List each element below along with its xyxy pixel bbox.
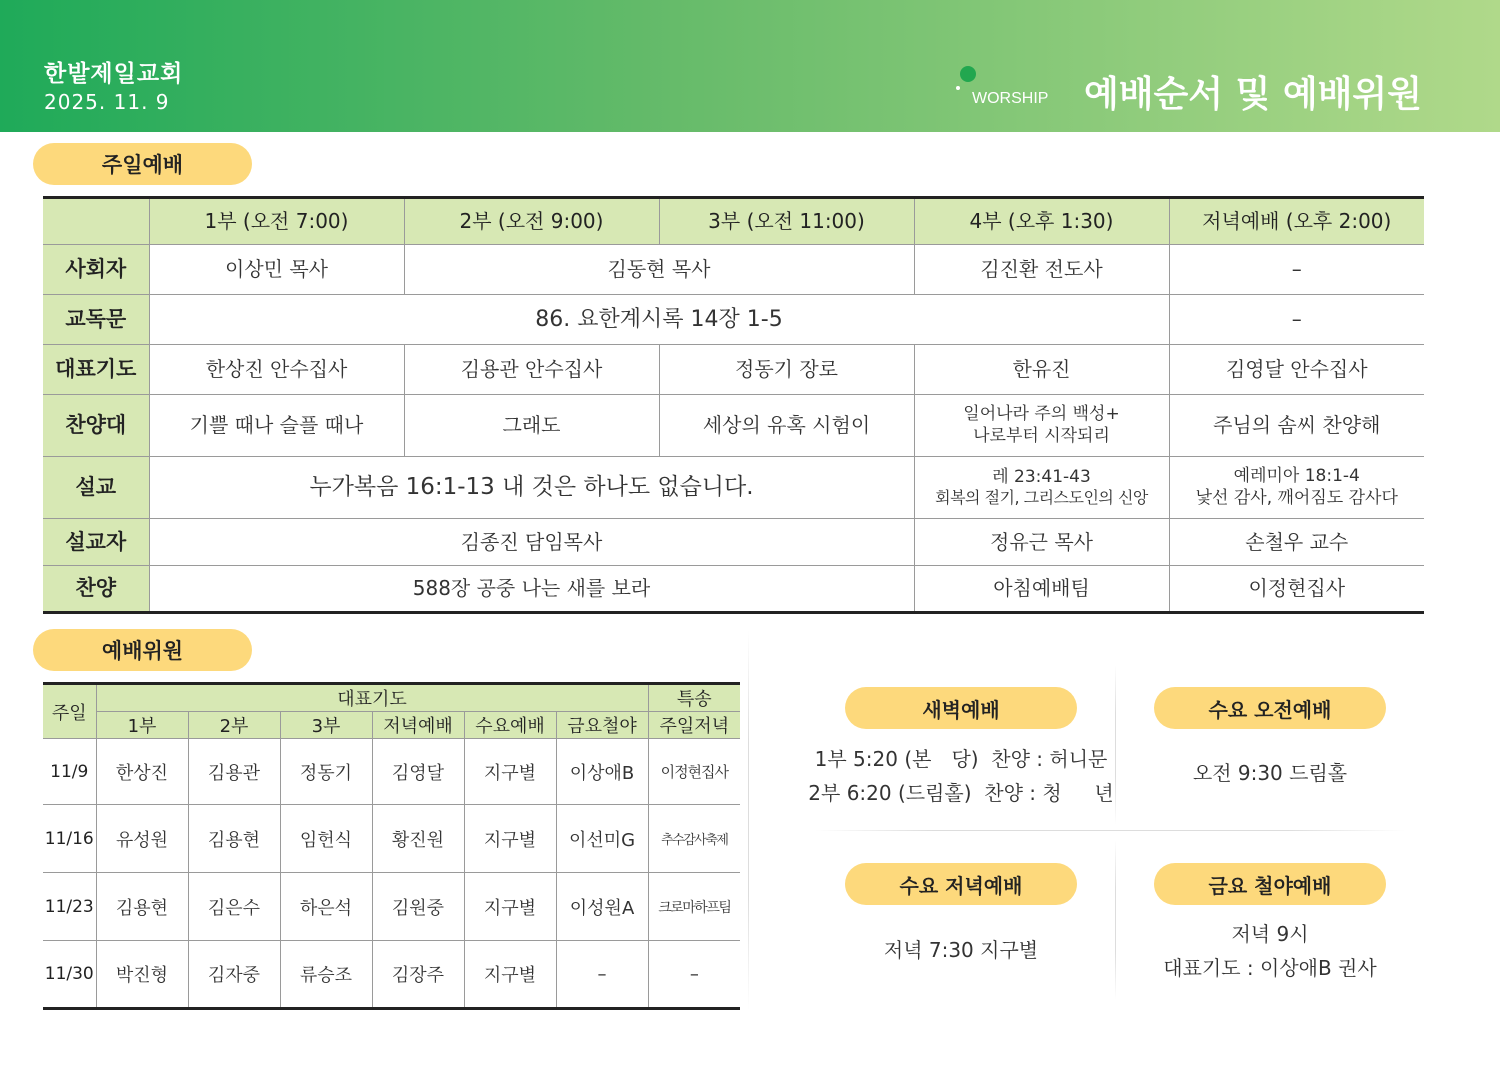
- row-header: 교독문: [43, 295, 149, 345]
- table-cell: –: [1169, 295, 1424, 345]
- section-label-sunday: 주일예배: [33, 143, 252, 185]
- column-header: 수요예배: [464, 712, 556, 739]
- table-row: [43, 395, 1424, 457]
- table-cell: [914, 395, 1169, 457]
- column-header: 4부 (오후 1:30): [914, 198, 1169, 245]
- vertical-divider: [1115, 840, 1116, 1000]
- table-cell: 김영달 안수집사: [1169, 345, 1424, 395]
- sunday-worship-table: [43, 196, 1424, 614]
- table-cell: 86. 요한계시록 14장 1-5: [149, 295, 1169, 345]
- table-header-row: [43, 712, 740, 739]
- small-dot-icon: [956, 86, 960, 90]
- table-cell: 임헌식: [280, 805, 372, 873]
- table-cell: 김은수: [188, 873, 280, 941]
- service-label-fri-night: 금요 철야예배: [1154, 863, 1386, 905]
- worship-label: WORSHIP: [972, 90, 1049, 107]
- column-header: 3부: [280, 712, 372, 739]
- date-cell: 11/16: [43, 805, 96, 873]
- row-header: 사회자: [43, 245, 149, 295]
- table-cell: 김용관: [188, 739, 280, 805]
- table-row: [43, 519, 1424, 566]
- table-row: [43, 245, 1424, 295]
- service-line: 저녁 9시: [1231, 922, 1309, 946]
- worship-staff-table: [43, 682, 740, 1010]
- row-header: 대표기도: [43, 345, 149, 395]
- row-header: 설교: [43, 457, 149, 519]
- cell-line: 회복의 절기, 그리스도인의 신앙: [935, 488, 1148, 508]
- table-cell: 정동기 장로: [659, 345, 914, 395]
- table-cell: 손철우 교수: [1169, 519, 1424, 566]
- table-row: [43, 941, 740, 1009]
- cell-line: 레 23:41-43: [992, 466, 1091, 487]
- table-cell: 김진환 전도사: [914, 245, 1169, 295]
- table-cell: –: [556, 941, 648, 1009]
- table-row: [43, 566, 1424, 613]
- table-cell: 김원중: [372, 873, 464, 941]
- service-line: 저녁 7:30 지구별: [883, 938, 1039, 962]
- column-header: 저녁예배: [372, 712, 464, 739]
- table-cell: 김장주: [372, 941, 464, 1009]
- cell-line: 일어나라 주의 백성+: [963, 404, 1120, 425]
- table-cell: 김영달: [372, 739, 464, 805]
- column-header: 1부 (오전 7:00): [149, 198, 404, 245]
- table-cell: [914, 457, 1169, 519]
- date-cell: 11/9: [43, 739, 96, 805]
- bulletin-date: 2025. 11. 9: [44, 90, 170, 114]
- table-cell: 지구별: [464, 739, 556, 805]
- table-cell: 이상애B: [556, 739, 648, 805]
- table-cell: 기쁠 때나 슬플 때나: [149, 395, 404, 457]
- cell-line: 예레미아 18:1-4: [1233, 466, 1360, 487]
- service-label-dawn: 새벽예배: [845, 687, 1077, 729]
- table-cell: 이상민 목사: [149, 245, 404, 295]
- table-cell: 김동현 목사: [404, 245, 914, 295]
- table-cell: 지구별: [464, 805, 556, 873]
- column-group-header: 특송: [648, 684, 740, 712]
- table-cell: 한상진: [96, 739, 188, 805]
- table-row: [43, 739, 740, 805]
- table-cell: 김용현: [188, 805, 280, 873]
- row-header: 찬양대: [43, 395, 149, 457]
- table-cell: 하은석: [280, 873, 372, 941]
- service-info-wed-evening: [811, 933, 1111, 967]
- date-cell: 11/23: [43, 873, 96, 941]
- dot-icon: [960, 66, 976, 82]
- table-cell: 세상의 유혹 시험이: [659, 395, 914, 457]
- service-info-wed-morning: [1120, 756, 1420, 790]
- column-header: 3부 (오전 11:00): [659, 198, 914, 245]
- column-header: 금요철야: [556, 712, 648, 739]
- row-header: 찬양: [43, 566, 149, 613]
- table-cell: 이정현집사: [648, 739, 740, 805]
- table-cell: 크로마하프팀: [648, 873, 740, 941]
- table-cell: 지구별: [464, 873, 556, 941]
- service-info-dawn: [780, 742, 1142, 810]
- table-cell: 박진형: [96, 941, 188, 1009]
- table-cell: 이정현집사: [1169, 566, 1424, 613]
- table-header-row: [43, 198, 1424, 245]
- table-cell: 주님의 솜씨 찬양해: [1169, 395, 1424, 457]
- table-cell: 추수감사축제: [648, 805, 740, 873]
- row-header: 설교자: [43, 519, 149, 566]
- table-cell: 아침예배팀: [914, 566, 1169, 613]
- service-line: 1부 5:20 (본 당) 찬양 : 허니문: [814, 747, 1108, 771]
- table-cell: 유성원: [96, 805, 188, 873]
- date-cell: 11/30: [43, 941, 96, 1009]
- column-header: 주일저녁: [648, 712, 740, 739]
- table-cell: 황진원: [372, 805, 464, 873]
- table-cell: 김자중: [188, 941, 280, 1009]
- service-info-fri-night: [1120, 917, 1420, 985]
- table-row: [43, 345, 1424, 395]
- table-cell: 정동기: [280, 739, 372, 805]
- column-header: 저녁예배 (오후 2:00): [1169, 198, 1424, 245]
- table-cell: [1169, 457, 1424, 519]
- column-header: 주일: [43, 684, 96, 739]
- table-cell: 김종진 담임목사: [149, 519, 914, 566]
- column-header: 2부 (오전 9:00): [404, 198, 659, 245]
- table-cell: 이선미G: [556, 805, 648, 873]
- table-row: [43, 805, 740, 873]
- table-cell: 이성원A: [556, 873, 648, 941]
- table-cell: –: [1169, 245, 1424, 295]
- page-title: 예배순서 및 예배위원: [1083, 74, 1422, 115]
- table-cell: 류승조: [280, 941, 372, 1009]
- table-cell: 김용관 안수집사: [404, 345, 659, 395]
- table-cell: 한상진 안수집사: [149, 345, 404, 395]
- table-row: [43, 873, 740, 941]
- table-cell: 588장 공중 나는 새를 보라: [149, 566, 914, 613]
- column-header: 2부: [188, 712, 280, 739]
- service-line: 2부 6:20 (드림홀) 찬양 : 청 년: [808, 781, 1114, 805]
- table-cell: 그래도: [404, 395, 659, 457]
- horizontal-divider: [815, 830, 1405, 831]
- service-label-wed-evening: 수요 저녁예배: [845, 863, 1077, 905]
- service-line: 오전 9:30 드림홀: [1192, 761, 1348, 785]
- corner-cell: [43, 198, 149, 245]
- table-header-row: [43, 684, 740, 712]
- table-row: [43, 457, 1424, 519]
- table-cell: –: [648, 941, 740, 1009]
- column-header: 1부: [96, 712, 188, 739]
- service-line: 대표기도 : 이상애B 권사: [1163, 956, 1377, 980]
- church-name: 한밭제일교회: [44, 61, 184, 87]
- vertical-divider: [748, 630, 749, 1010]
- table-cell: 김용현: [96, 873, 188, 941]
- table-cell: 한유진: [914, 345, 1169, 395]
- column-group-header: 대표기도: [96, 684, 648, 712]
- table-row: [43, 295, 1424, 345]
- section-label-staff: 예배위원: [33, 629, 252, 671]
- table-cell: 누가복음 16:1-13 내 것은 하나도 없습니다.: [149, 457, 914, 519]
- table-cell: 지구별: [464, 941, 556, 1009]
- table-cell: 정유근 목사: [914, 519, 1169, 566]
- service-label-wed-morning: 수요 오전예배: [1154, 687, 1386, 729]
- header-banner: [0, 0, 1500, 132]
- cell-line: 나로부터 시작되리: [973, 425, 1110, 446]
- cell-line: 낯선 감사, 깨어짐도 감사다: [1195, 487, 1398, 508]
